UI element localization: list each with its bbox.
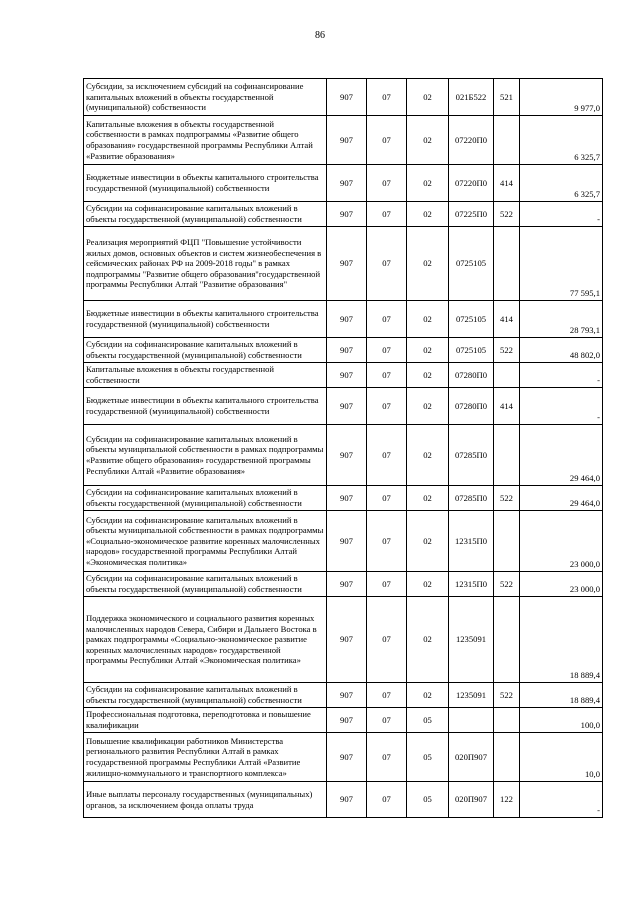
row-name: Субсидии на софинансирование капитальных вложений в объекты государственной (муниципальной) собственности: [84, 486, 327, 511]
row-name: Профессиональная подготовка, переподготовка и повышение квалификации: [84, 708, 327, 733]
row-amount: -: [520, 782, 603, 818]
table-row: [84, 708, 603, 733]
row-expense-type: 521: [494, 79, 520, 116]
row-ministry-code: 907: [327, 782, 367, 818]
row-name: Иные выплаты персоналу государственных (муниципальных) органов, за исключением фонда оплаты труда: [84, 782, 327, 818]
row-name: Бюджетные инвестиции в объекты капитального строительства государственной (муниципальной) собственности: [84, 388, 327, 425]
table-row: [84, 572, 603, 597]
row-ministry-code: 907: [327, 683, 367, 708]
row-section-code: 07: [367, 79, 407, 116]
page-number: 86: [315, 30, 325, 41]
row-amount: -: [520, 202, 603, 227]
row-amount: 100,0: [520, 708, 603, 733]
row-expense-type: 522: [494, 683, 520, 708]
row-subsection-code: 02: [407, 338, 449, 363]
row-amount: -: [520, 363, 603, 388]
row-section-code: 07: [367, 388, 407, 425]
row-target-code: 12315П0: [449, 511, 494, 572]
row-section-code: 07: [367, 486, 407, 511]
row-target-code: 021Б522: [449, 79, 494, 116]
row-target-code: 07220П0: [449, 165, 494, 202]
row-ministry-code: 907: [327, 486, 367, 511]
row-expense-type: 522: [494, 486, 520, 511]
row-target-code: 0725105: [449, 338, 494, 363]
row-expense-type: [494, 227, 520, 301]
row-target-code: 020П907: [449, 733, 494, 782]
row-ministry-code: 907: [327, 202, 367, 227]
row-section-code: 07: [367, 511, 407, 572]
row-target-code: 07280П0: [449, 363, 494, 388]
row-target-code: 07285П0: [449, 486, 494, 511]
row-amount: 9 977,0: [520, 79, 603, 116]
table-row: [84, 227, 603, 301]
table-row: [84, 116, 603, 165]
row-expense-type: 414: [494, 301, 520, 338]
row-name: Субсидии, за исключением субсидий на софинансирование капитальных вложений в объекты государственной (муниципальной) собственности: [84, 79, 327, 116]
row-name: Субсидии на софинансирование капитальных вложений в объекты государственной (муниципальной) собственности: [84, 683, 327, 708]
row-subsection-code: 02: [407, 572, 449, 597]
row-subsection-code: 02: [407, 597, 449, 683]
row-target-code: [449, 708, 494, 733]
table-row: [84, 597, 603, 683]
row-amount: 6 325,7: [520, 116, 603, 165]
row-subsection-code: 05: [407, 708, 449, 733]
row-subsection-code: 02: [407, 116, 449, 165]
row-subsection-code: 02: [407, 388, 449, 425]
row-amount: 10,0: [520, 733, 603, 782]
row-name: Субсидии на софинансирование капитальных вложений в объекты муниципальной собственности в рамках подпрограммы «Социально-экономическое развитие коренных малочисленных народов» государственной программы Республики Алтай «Экономическая политика»: [84, 511, 327, 572]
row-amount: 29 464,0: [520, 486, 603, 511]
table-row: [84, 363, 603, 388]
row-subsection-code: 05: [407, 733, 449, 782]
row-ministry-code: 907: [327, 116, 367, 165]
table-row: [84, 511, 603, 572]
row-ministry-code: 907: [327, 388, 367, 425]
row-section-code: 07: [367, 782, 407, 818]
row-ministry-code: 907: [327, 708, 367, 733]
row-ministry-code: 907: [327, 597, 367, 683]
row-amount: -: [520, 388, 603, 425]
row-subsection-code: 02: [407, 486, 449, 511]
row-subsection-code: 05: [407, 782, 449, 818]
row-target-code: 07225П0: [449, 202, 494, 227]
table-row: [84, 165, 603, 202]
row-expense-type: [494, 425, 520, 486]
row-target-code: 07220П0: [449, 116, 494, 165]
row-section-code: 07: [367, 227, 407, 301]
row-expense-type: [494, 733, 520, 782]
row-name: Субсидии на софинансирование капитальных вложений в объекты государственной (муниципальной) собственности: [84, 202, 327, 227]
row-ministry-code: 907: [327, 425, 367, 486]
row-expense-type: 414: [494, 388, 520, 425]
row-amount: 29 464,0: [520, 425, 603, 486]
row-section-code: 07: [367, 301, 407, 338]
row-expense-type: 414: [494, 165, 520, 202]
row-subsection-code: 02: [407, 683, 449, 708]
row-section-code: 07: [367, 597, 407, 683]
row-section-code: 07: [367, 165, 407, 202]
table-row: [84, 79, 603, 116]
row-subsection-code: 02: [407, 202, 449, 227]
row-name: Капитальные вложения в объекты государственной собственности в рамках подпрограммы «Развитие общего образования» государственной программы Республики Алтай «Развитие образования»: [84, 116, 327, 165]
row-subsection-code: 02: [407, 301, 449, 338]
row-amount: 23 000,0: [520, 511, 603, 572]
row-target-code: 07280П0: [449, 388, 494, 425]
row-name: Повышение квалификации работников Министерства регионального развития Республики Алтай в рамках государственной программы Республики Алтай «Развитие жилищно-коммунального и транспортного комплекса»: [84, 733, 327, 782]
row-subsection-code: 02: [407, 425, 449, 486]
row-section-code: 07: [367, 116, 407, 165]
row-amount: 28 793,1: [520, 301, 603, 338]
row-expense-type: [494, 597, 520, 683]
table-row: [84, 683, 603, 708]
row-expense-type: [494, 363, 520, 388]
row-ministry-code: 907: [327, 363, 367, 388]
row-expense-type: [494, 708, 520, 733]
row-target-code: 07285П0: [449, 425, 494, 486]
row-amount: 18 889,4: [520, 683, 603, 708]
row-expense-type: 122: [494, 782, 520, 818]
row-section-code: 07: [367, 708, 407, 733]
table-row: [84, 425, 603, 486]
row-target-code: 12315П0: [449, 572, 494, 597]
table-row: [84, 486, 603, 511]
row-expense-type: 522: [494, 572, 520, 597]
row-subsection-code: 02: [407, 511, 449, 572]
row-name: Поддержка экономического и социального развития коренных малочисленных народов Севера, Сибири и Дальнего Востока в рамках подпрограммы «Социально-экономическое развитие коренных малочисленных народов» государственной программы Республики Алтай «Экономическая политика»: [84, 597, 327, 683]
row-target-code: 0725105: [449, 301, 494, 338]
row-ministry-code: 907: [327, 301, 367, 338]
table-row: [84, 733, 603, 782]
row-subsection-code: 02: [407, 165, 449, 202]
row-amount: 77 595,1: [520, 227, 603, 301]
budget-table: [83, 78, 603, 818]
row-ministry-code: 907: [327, 511, 367, 572]
row-target-code: 020П907: [449, 782, 494, 818]
row-ministry-code: 907: [327, 227, 367, 301]
table-row: [84, 388, 603, 425]
row-name: Капитальные вложения в объекты государственной собственности: [84, 363, 327, 388]
row-name: Субсидии на софинансирование капитальных вложений в объекты государственной (муниципальной) собственности: [84, 572, 327, 597]
row-amount: 48 802,0: [520, 338, 603, 363]
row-name: Бюджетные инвестиции в объекты капитального строительства государственной (муниципальной) собственности: [84, 165, 327, 202]
row-subsection-code: 02: [407, 79, 449, 116]
row-ministry-code: 907: [327, 572, 367, 597]
table-body: [84, 79, 603, 818]
row-section-code: 07: [367, 572, 407, 597]
row-amount: 23 000,0: [520, 572, 603, 597]
row-expense-type: [494, 511, 520, 572]
row-expense-type: 522: [494, 338, 520, 363]
row-ministry-code: 907: [327, 79, 367, 116]
row-ministry-code: 907: [327, 733, 367, 782]
row-ministry-code: 907: [327, 338, 367, 363]
row-subsection-code: 02: [407, 227, 449, 301]
table-row: [84, 301, 603, 338]
table-row: [84, 338, 603, 363]
row-section-code: 07: [367, 733, 407, 782]
row-amount: 6 325,7: [520, 165, 603, 202]
row-name: Субсидии на софинансирование капитальных вложений в объекты государственной (муниципальной) собственности: [84, 338, 327, 363]
row-amount: 18 889,4: [520, 597, 603, 683]
row-name: Бюджетные инвестиции в объекты капитального строительства государственной (муниципальной) собственности: [84, 301, 327, 338]
row-expense-type: 522: [494, 202, 520, 227]
row-name: Субсидии на софинансирование капитальных вложений в объекты муниципальной собственности в рамках подпрограммы «Развитие общего образования» государственной программы Республики Алтай «Развитие образования»: [84, 425, 327, 486]
table-row: [84, 202, 603, 227]
table-row: [84, 782, 603, 818]
row-subsection-code: 02: [407, 363, 449, 388]
row-name: Реализация мероприятий ФЦП "Повышение устойчивости жилых домов, основных объектов и систем жизнеобеспечения в сейсмических районах РФ на 2009-2018 годы" в рамках подпрограммы "Развитие общего образования"государственной программы Республики Алтай "Развитие образования": [84, 227, 327, 301]
row-section-code: 07: [367, 363, 407, 388]
row-section-code: 07: [367, 202, 407, 227]
row-target-code: 1235091: [449, 597, 494, 683]
row-target-code: 1235091: [449, 683, 494, 708]
row-section-code: 07: [367, 425, 407, 486]
row-expense-type: [494, 116, 520, 165]
row-section-code: 07: [367, 338, 407, 363]
row-ministry-code: 907: [327, 165, 367, 202]
row-target-code: 0725105: [449, 227, 494, 301]
row-section-code: 07: [367, 683, 407, 708]
